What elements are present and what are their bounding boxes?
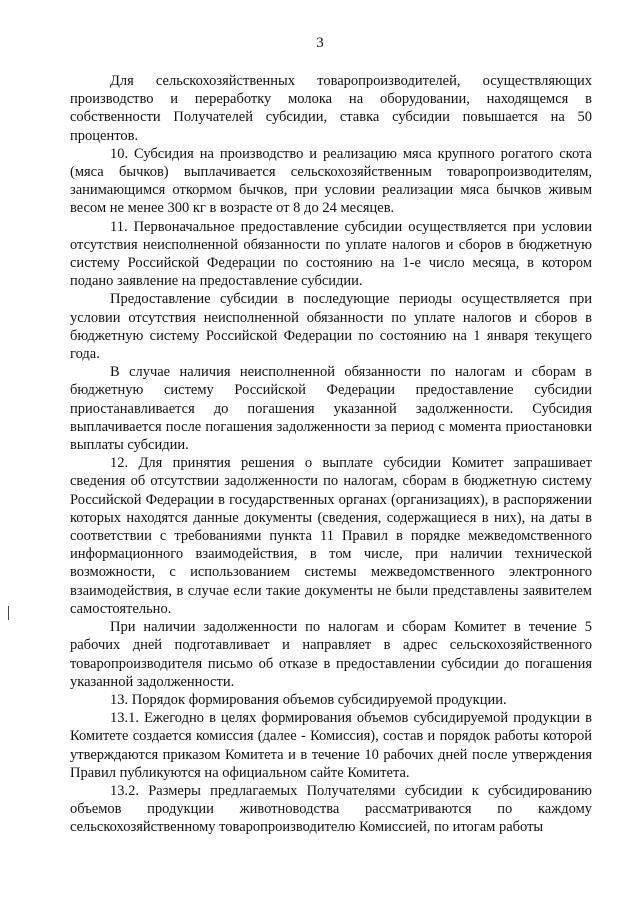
paragraph-11-subsequent: Предоставление субсидии в последующие периоды осуществляется при условии отсутствия неисполненной обязанности по уплате налогов и сборов в бюджетную систему Российской Федерации по состоянию на 1 января текущего года. bbox=[70, 291, 592, 363]
paragraph-12-debt: При наличии задолженности по налогам и сборам Комитет в течение 5 рабочих дней подготавливает и направляет в адрес сельскохозяйственного товаропроизводителя письмо об отказе в предоставлении субсидии до погашения указанной задолженности. bbox=[70, 619, 592, 690]
page-number: 3 bbox=[316, 35, 324, 51]
document-body bbox=[70, 72, 592, 837]
paragraph-13-1: 13.1. Ежегодно в целях формирования объемов субсидируемой продукции в Комитете создается комиссия (далее - Комиссия), состав и порядок работы которой утверждаются приказом Комитета и в течение 10 рабочих дней после утверждения Правил публикуются на официальном сайте Комитета. bbox=[70, 710, 592, 781]
paragraph-13-2: 13.2. Размеры предлагаемых Получателями субсидии к субсидированию объемов продукции животноводства рассматриваются по каждому сельскохозяйственному товаропроизводителю Комиссией, по итогам работы bbox=[70, 782, 592, 836]
paragraph-13: 13. Порядок формирования объемов субсидируемой продукции. bbox=[110, 691, 507, 708]
paragraph-10: 10. Субсидия на производство и реализацию мяса крупного рогатого скота (мяса бычков) выплачивается сельскохозяйственным товаропроизводителям, занимающимся откормом бычков, при условии реализации мяса бычков живым весом не менее 300 кг в возрасте от 8 до 24 месяцев. bbox=[70, 145, 592, 217]
paragraph-12: 12. Для принятия решения о выплате субсидии Комитет запрашивает сведения об отсутствии задолженности по налогам, сборам в бюджетную систему Российской Федерации в государственных органах (организациях), в распоряжении которых находятся данные документы (сведения, содержащиеся в них), на даты в соответствии с требованиями пункта 11 Правил в порядке межведомственного информационного взаимодействия, в том числе, при наличии технической возможности, с использованием системы межведомственного электронного взаимодействия, в случае если такие документы не были представлены заявителем самостоятельно. bbox=[70, 455, 592, 617]
paragraph-11: 11. Первоначальное предоставление субсидии осуществляется при условии отсутствия неисполненной обязанности по уплате налогов и сборов в бюджетную систему Российской Федерации по состоянию на 1-е число месяца, в котором подано заявление на предоставление субсидии. bbox=[70, 218, 592, 290]
paragraph-milk-processing: Для сельскохозяйственных товаропроизводителей, осуществляющих производство и переработку молока на оборудовании, находящемся в собственности Получателей субсидии, ставка субсидии повышается на 50 процентов. bbox=[70, 73, 592, 144]
margin-mark bbox=[8, 606, 9, 620]
paragraph-11-debt: В случае наличия неисполненной обязанности по налогам и сборам в бюджетную систему Российской Федерации предоставление субсидии приостанавливается до погашения указанной задолженности. Субсидия выплачивается после погашения задолженности за период с момента приостановки выплаты субсидии. bbox=[70, 364, 592, 454]
